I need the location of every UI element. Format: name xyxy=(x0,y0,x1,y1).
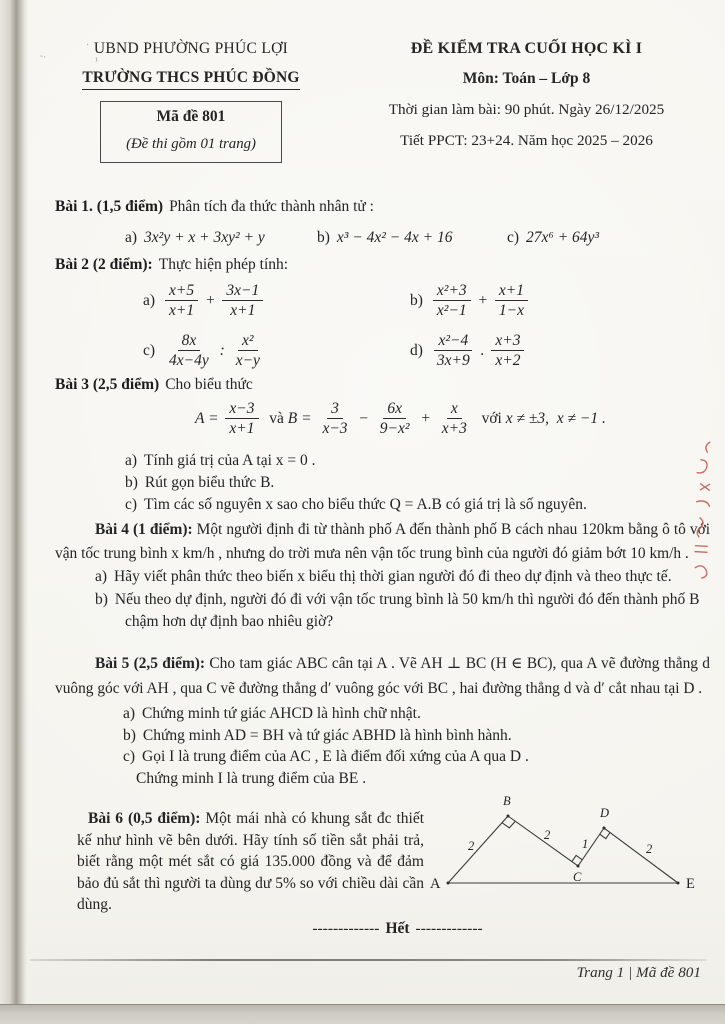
scan-edge-bottom xyxy=(0,1004,725,1024)
right-angle-mark-B xyxy=(502,821,515,828)
problem-2-items xyxy=(143,282,710,369)
exam-title-block xyxy=(342,40,711,163)
vertex-label-B: B xyxy=(503,794,511,808)
problem-5-item-c-note: Chứng minh I là trung điểm của BE . xyxy=(136,769,367,787)
vertex-dots xyxy=(447,815,680,885)
item-tag: b) xyxy=(410,291,423,309)
math-expression: 3x²y + x + 3xy² + y xyxy=(144,229,265,246)
exam-subject: Môn: Toán – Lớp 8 xyxy=(462,70,591,87)
problem-6-label: Bài 6 (0,5 điểm): xyxy=(88,810,201,827)
problem-1 xyxy=(55,198,710,247)
exam-schedule-line: Tiết PPCT: 23+24. Năm học 2025 – 2026 xyxy=(400,132,653,149)
item-tag: c) xyxy=(125,495,138,513)
problem-1-intro: Phân tích đa thức thành nhân tử : xyxy=(169,198,374,215)
problem-6-statement xyxy=(77,808,424,916)
problem-4-text: Một người định đi từ thành phố A đến thành phố B cách nhau 120km bằng ô tô với vận tốc trung bình x km/h , nhưng do trời mưa nên vận tốc trung bình của người đó giảm bớt 10 km/h . xyxy=(55,521,710,562)
problem-4-items xyxy=(55,566,710,634)
math-expression: $\frac{\text{x²+3}}{\text{x²−1}}$ + $\frac{x+1}{1-x}$ xyxy=(430,282,531,320)
problem-2-intro: Thực hiện phép tính: xyxy=(158,256,289,273)
roof-truss-figure xyxy=(426,786,710,904)
problem-2-item-a xyxy=(143,282,410,320)
math-expression: $\frac{8x}{4x-4y}$ : $\frac{\text{x²}}{x-y}$ xyxy=(169,331,260,370)
vertex-label-E: E xyxy=(686,876,695,892)
item-tag: b) xyxy=(95,590,108,608)
exam-time-line: Thời gian làm bài: 90 phút. Ngày 26/12/2025 xyxy=(388,101,665,118)
math-expression: 27x⁶ + 64y³ xyxy=(526,229,600,246)
length-AB: 2 xyxy=(468,839,475,853)
problem-4 xyxy=(55,508,710,634)
end-of-exam-mark xyxy=(0,920,725,938)
length-DE: 2 xyxy=(646,842,653,856)
vertex-label-D: D xyxy=(600,806,610,820)
problem-3-item-a xyxy=(125,450,710,472)
problem-2-label: Bài 2 (2 điểm): xyxy=(55,256,153,273)
problem-1-item-c xyxy=(507,229,599,247)
item-tag: b) xyxy=(123,726,136,744)
item-text: Tìm các số nguyên x sao cho biểu thức Q = A.B có giá trị là số nguyên. xyxy=(144,495,587,513)
scan-speck: ¹ xyxy=(95,56,98,67)
problem-6-text: Một mái nhà có khung sắt đc thiết kế như hình vẽ bên dưới. Hãy tính số tiền sắt phải trả, biết rằng một mét sắt có giá 135.000 đồng và để đảm bảo đủ sắt thì người ta dùng dư 5% so với chiều dài cần dùng. xyxy=(77,810,425,913)
length-CD: 1 xyxy=(582,837,589,851)
item-text: Rút gọn biểu thức B. xyxy=(144,473,275,491)
problem-2-item-c xyxy=(143,332,410,370)
org-name: UBND PHƯỜNG PHÚC LỢI xyxy=(93,40,289,57)
vertex-label-A: A xyxy=(430,876,441,892)
exam-code-note: (Đề thi gồm 01 trang) xyxy=(126,136,256,152)
exam-code-box xyxy=(100,101,282,163)
problem-5-item-b xyxy=(123,725,710,747)
item-tag: c) xyxy=(123,748,136,765)
problem-6-figure xyxy=(426,786,710,909)
problem-5-label: Bài 5 (2,5 điểm): xyxy=(95,655,206,672)
item-tag: c) xyxy=(507,229,520,246)
problem-2-heading xyxy=(55,256,710,274)
scan-speck: · xyxy=(86,40,90,51)
scan-edge-left xyxy=(0,0,28,1006)
item-text: Tính giá trị của A tại x = 0 . xyxy=(144,451,316,469)
end-word: Hết xyxy=(385,920,410,937)
item-tag: b) xyxy=(125,473,138,491)
right-angle-mark-C xyxy=(572,855,582,861)
school-name: TRƯỜNG THCS PHÚC ĐỒNG xyxy=(82,69,299,90)
math-expression: A = $\frac{x-3}{x+1}$ và B = $\frac{3}{x-3}$ − $\frac{6x}{\text{9−x²}}$ + $\frac{x}{x+3}$ với x ≠ ±3, x ≠ −1 . xyxy=(195,400,606,438)
end-dashes: ------------- xyxy=(312,920,380,937)
problem-4-item-b xyxy=(95,589,710,634)
problem-5-statement xyxy=(55,651,710,701)
item-tag: a) xyxy=(125,451,138,469)
scan-speck: ᵕ· xyxy=(38,51,48,64)
problem-4-label: Bài 4 (1 điểm): xyxy=(95,521,193,538)
item-tag: a) xyxy=(143,291,156,309)
item-text: Chứng minh AD = BH và tứ giác ABHD là hình bình hành. xyxy=(142,726,512,744)
school-block xyxy=(40,40,342,163)
exam-title: ĐỀ KIỂM TRA CUỐI HỌC KÌ I xyxy=(410,40,643,57)
vertex-label-C: C xyxy=(573,870,582,884)
length-BC: 2 xyxy=(544,828,551,842)
problem-5 xyxy=(55,645,710,789)
truss-lines xyxy=(448,816,678,883)
item-text: Chứng minh tứ giác AHCD là hình chữ nhật. xyxy=(142,705,421,722)
problem-5-text: Cho tam giác ABC cân tại A . Vẽ AH ⊥ BC (H ∈ BC), qua A vẽ đường thẳng d vuông góc với AH , qua C vẽ đường thẳng d′ vuông góc với BC , hai đường thẳng d và d′ cắt nhau tại D . xyxy=(55,655,710,697)
end-dashes: ------------- xyxy=(415,920,483,937)
item-tag: a) xyxy=(125,229,138,246)
math-expression: x³ − 4x² − 4x + 16 xyxy=(336,229,453,246)
item-tag: d) xyxy=(410,341,423,359)
exam-code: Mã đề 801 xyxy=(156,108,226,125)
math-expression: $\frac{x+5}{x+1}$ + $\frac{3x-1}{x+1}$ xyxy=(162,282,266,320)
right-angle-mark-D xyxy=(600,833,610,839)
problem-1-item-b xyxy=(317,229,507,247)
problem-3-formula xyxy=(195,400,710,438)
problem-5-items xyxy=(55,703,710,789)
item-tag: b) xyxy=(317,229,330,246)
problem-4-statement xyxy=(55,518,710,566)
problem-5-item-a xyxy=(123,703,710,725)
problem-4-item-a xyxy=(95,566,710,589)
problem-3-heading xyxy=(55,376,710,394)
problem-5-item-c xyxy=(123,746,710,768)
problem-2-item-d xyxy=(410,332,710,370)
item-text: Gọi I là trung điểm của AC , E là điểm đối xứng của A qua D . xyxy=(142,748,529,765)
exam-header xyxy=(40,40,711,163)
item-tag: a) xyxy=(123,705,136,722)
problem-1-item-a xyxy=(125,229,317,247)
item-tag: a) xyxy=(95,568,108,585)
problem-1-label: Bài 1. (1,5 điểm) xyxy=(55,198,164,215)
problem-1-heading xyxy=(55,198,710,216)
problem-1-items xyxy=(55,229,710,247)
item-text: Nếu theo dự định, người đó đi với vận tốc trung bình là 50 km/h thì người đó đến thành phố B chậm hơn dự định bao nhiêu giờ? xyxy=(114,590,700,630)
problem-2 xyxy=(55,256,710,369)
problem-3-item-b xyxy=(125,472,710,494)
problem-6 xyxy=(55,794,710,916)
segment-length-labels xyxy=(468,828,652,856)
problem-3-items xyxy=(55,450,710,516)
problem-3 xyxy=(55,376,710,516)
item-tag: c) xyxy=(143,341,156,359)
problem-3-intro: Cho biểu thức xyxy=(165,376,253,393)
page-number: Trang 1 | Mã đề 801 xyxy=(576,964,701,981)
problem-3-label: Bài 3 (2,5 điểm) xyxy=(55,376,160,393)
footer-rule xyxy=(30,959,707,961)
item-text: Hãy viết phân thức theo biến x biểu thị thời gian người đó đi theo dự định và theo thực tế. xyxy=(114,568,672,585)
math-expression: $\frac{\text{x²−4}}{3x+9}$ . $\frac{x+3}{x+2}$ xyxy=(430,332,528,370)
problem-2-item-b xyxy=(410,282,710,320)
